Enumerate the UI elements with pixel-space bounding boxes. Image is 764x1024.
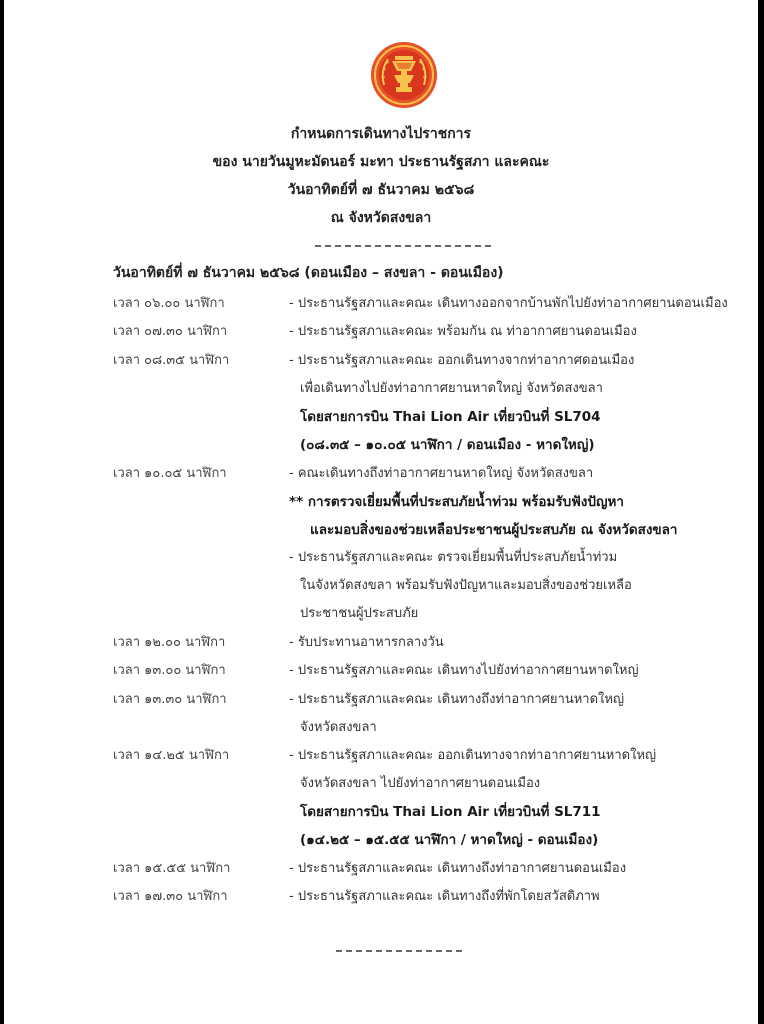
schedule-time: เวลา ๑๐.๐๕ นาฬิกา [113, 466, 227, 481]
schedule-time: เวลา ๑๒.๐๐ นาฬิกา [113, 635, 226, 650]
document-date: วันอาทิตย์ที่ ๗ ธันวาคม ๒๕๖๘ [287, 182, 475, 198]
document-location: ณ จังหวัดสงขลา [330, 210, 432, 226]
schedule-description: - รับประทานอาหารกลางวัน [289, 635, 444, 650]
schedule-time: เวลา ๐๘.๓๕ นาฬิกา [113, 353, 230, 368]
schedule-time: เวลา ๑๓.๐๐ นาฬิกา [113, 663, 226, 678]
schedule-description: - คณะเดินทางถึงท่าอากาศยานหาดใหญ่ จังหวัดสงขลา [289, 466, 594, 481]
schedule-description-continued: จังหวัดสงขลา ไปยังท่าอากาศยานดอนเมือง [300, 776, 541, 791]
schedule-description: - ประธานรัฐสภาและคณะ ออกเดินทางจากท่าอากาศดอนเมือง [289, 353, 635, 368]
schedule-time: เวลา ๑๔.๒๕ นาฬิกา [113, 748, 230, 763]
schedule-description: - ประธานรัฐสภาและคณะ เดินทางถึงที่พักโดยสวัสดิภาพ [289, 889, 600, 904]
schedule-description: - ประธานรัฐสภาและคณะ เดินทางถึงท่าอากาศยานดอนเมือง [289, 861, 627, 876]
schedule-description-continued: จังหวัดสงขลา [300, 720, 377, 735]
highlight-heading: ** การตรวจเยี่ยมพื้นที่ประสบภัยน้ำท่วม พร้อมรับฟังปัญหา [289, 494, 624, 510]
header-separator [315, 245, 491, 247]
parliament-emblem-icon [370, 41, 438, 109]
flight-detail-line: (๐๘.๓๕ – ๑๐.๐๕ นาฬิกา / ดอนเมือง - หาดใหญ่) [300, 437, 595, 453]
document-title: กำหนดการเดินทางไปราชการ [290, 126, 472, 142]
footer-separator [336, 950, 462, 952]
schedule-description: - ประธานรัฐสภาและคณะ ออกเดินทางจากท่าอากาศยานหาดใหญ่ [289, 748, 657, 763]
schedule-description: - ประธานรัฐสภาและคณะ เดินทางไปยังท่าอากาศยานหาดใหญ่ [289, 663, 639, 678]
schedule-time: เวลา ๐๗.๓๐ นาฬิกา [113, 324, 228, 339]
schedule-sub-description-continued: ประชาชนผู้ประสบภัย [300, 606, 419, 621]
day-heading: วันอาทิตย์ที่ ๗ ธันวาคม ๒๕๖๘ (ดอนเมือง – สงขลา - ดอนเมือง) [113, 265, 504, 281]
schedule-time: เวลา ๑๕.๕๕ นาฬิกา [113, 861, 231, 876]
flight-airline-line: โดยสายการบิน Thai Lion Air เที่ยวบินที่ SL704 [300, 409, 601, 425]
schedule-description-continued: เพื่อเดินทางไปยังท่าอากาศยานหาดใหญ่ จังหวัดสงขลา [300, 381, 603, 396]
flight-detail-line: (๑๔.๒๕ – ๑๕.๕๕ นาฬิกา / หาดใหญ่ - ดอนเมือง) [300, 832, 599, 848]
schedule-time: เวลา ๑๗.๓๐ นาฬิกา [113, 889, 228, 904]
schedule-description: - ประธานรัฐสภาและคณะ เดินทางออกจากบ้านพักไปยังท่าอากาศยานดอนเมือง [289, 296, 728, 311]
document-subtitle: ของ นายวันมูหะมัดนอร์ มะทา ประธานรัฐสภา และคณะ [212, 154, 550, 170]
document-page [4, 0, 758, 1024]
flight-airline-line: โดยสายการบิน Thai Lion Air เที่ยวบินที่ SL711 [300, 804, 601, 820]
schedule-time: เวลา ๐๖.๐๐ นาฬิกา [113, 296, 225, 311]
highlight-heading-continued: และมอบสิ่งของช่วยเหลือประชาชนผู้ประสบภัย ณ จังหวัดสงขลา [310, 522, 678, 538]
schedule-time: เวลา ๑๓.๓๐ นาฬิกา [113, 692, 227, 707]
schedule-sub-description-continued: ในจังหวัดสงขลา พร้อมรับฟังปัญหาและมอบสิ่งของช่วยเหลือ [300, 578, 632, 593]
schedule-description: - ประธานรัฐสภาและคณะ เดินทางถึงท่าอากาศยานหาดใหญ่ [289, 692, 625, 707]
schedule-sub-description: - ประธานรัฐสภาและคณะ ตรวจเยี่ยมพื้นที่ประสบภัยน้ำท่วม [289, 550, 618, 565]
schedule-description: - ประธานรัฐสภาและคณะ พร้อมกัน ณ ท่าอากาศยานดอนเมือง [289, 324, 637, 339]
